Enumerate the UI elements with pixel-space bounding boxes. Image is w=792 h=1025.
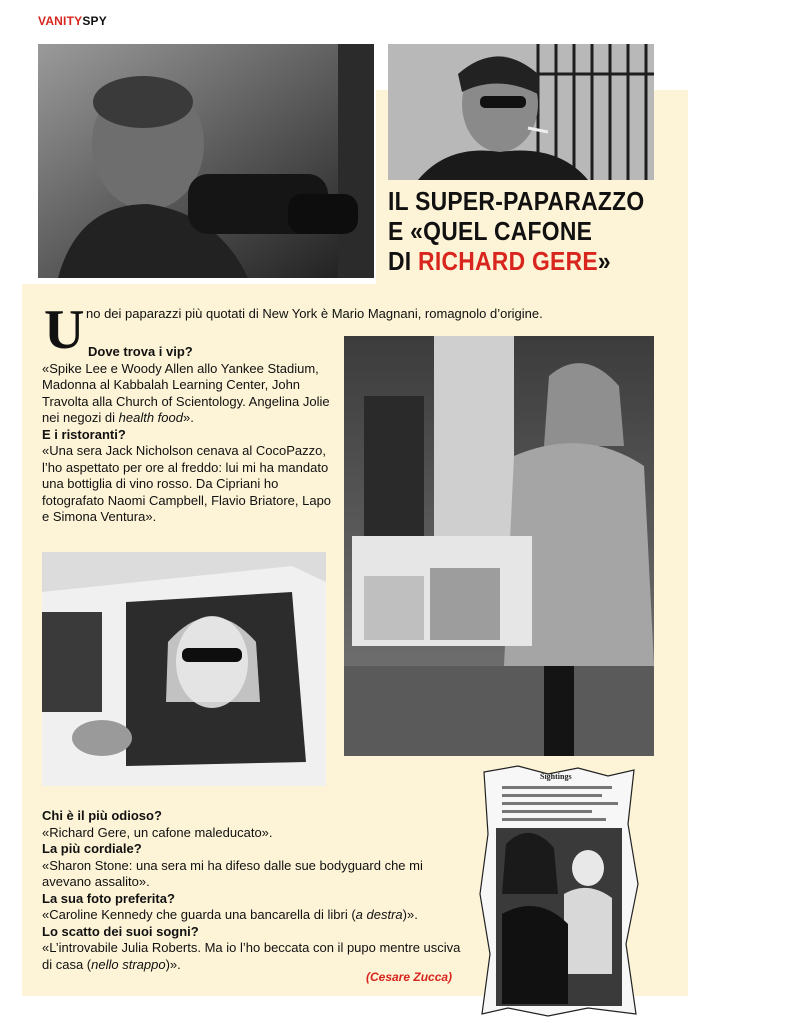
headline-line-3 — [388, 246, 644, 276]
photo-caroline-kennedy — [344, 336, 654, 756]
answer-scatto-sogni: «L’introvabile Julia Roberts. Ma io l’ho beccata con il pupo mentre usciva di casa (nello strappo)». — [42, 940, 461, 972]
masthead — [38, 14, 107, 28]
question-piu-odioso: Chi è il più odioso? — [42, 808, 162, 823]
question-ristoranti: E i ristoranti? — [42, 426, 126, 442]
question-piu-cordiale: La più cordiale? — [42, 841, 142, 856]
photo-richard-gere — [388, 44, 654, 180]
drop-cap: U — [44, 299, 85, 361]
qa-block-1 — [42, 344, 338, 526]
masthead-brand: VANITY — [38, 14, 83, 28]
answer-foto-preferita: «Caroline Kennedy che guarda una bancarella di libri (a destra)». — [42, 907, 418, 922]
answer-dove-trova: «Spike Lee e Woody Allen allo Yankee Stadium, Madonna al Kabbalah Learning Center, John Travolta alla Church of Scientology. Angelina Jolie nei negozi di health food». — [42, 360, 330, 425]
masthead-section: SPY — [82, 14, 107, 28]
answer-piu-odioso: «Richard Gere, un cafone maleducato». — [42, 824, 273, 840]
headline-line-1: IL SUPER-PAPARAZZO — [388, 186, 645, 216]
headline — [388, 186, 644, 276]
answer-em-nello-strappo: nello strappo — [91, 956, 166, 972]
question-scatto-sogni: Lo scatto dei suoi sogni? — [42, 923, 199, 939]
headline-line-3-suffix: » — [597, 246, 611, 276]
qa-block-2 — [42, 808, 462, 973]
photo-car — [42, 552, 326, 786]
question-dove-trova: Dove trova i vip? — [88, 344, 193, 359]
clipping-header: Sightings — [540, 772, 572, 781]
headline-line-3-prefix: DI — [388, 246, 419, 276]
headline-name: RICHARD GERE — [418, 246, 598, 276]
answer-piu-cordiale: «Sharon Stone: una sera mi ha difeso dalle sue bodyguard che mi avevano assalito». — [42, 857, 423, 889]
photo-paparazzo — [38, 44, 374, 278]
question-foto-preferita: La sua foto preferita? — [42, 890, 175, 906]
intro-text: no dei paparazzi più quotati di New York è Mario Magnani, romagnolo d’origine. — [86, 306, 543, 321]
answer-em-a-destra: a destra — [355, 907, 403, 922]
torn-clipping — [478, 764, 640, 1020]
headline-line-2: E «QUEL CAFONE — [388, 216, 593, 246]
answer-em-health-food: health food — [118, 410, 183, 425]
author-signature: (Cesare Zucca) — [366, 970, 453, 984]
answer-ristoranti: «Una sera Jack Nicholson cenava al CocoPazzo, l’ho aspettato per ore al freddo: lui mi ha mandato una bottiglia di vino rosso. Da Cipriani ho fotografato Naomi Campbell, Flavio Briatore, Lapo e Simona Ventura». — [42, 443, 332, 524]
